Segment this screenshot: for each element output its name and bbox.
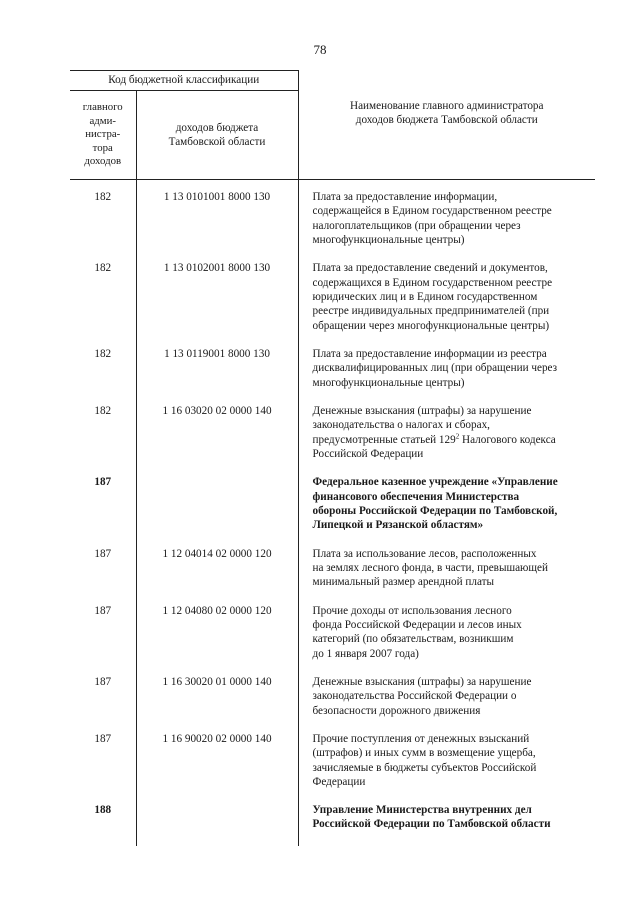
name-line: многофункциональные центры) bbox=[312, 233, 465, 246]
admin-name-cell bbox=[298, 404, 595, 475]
admin-name-cell bbox=[298, 675, 595, 732]
admin-code-cell: 187 bbox=[70, 732, 136, 803]
name-line: Денежные взыскания (штрафы) за нарушение bbox=[312, 675, 532, 688]
name-line: Плата за предоставление информации из реестра bbox=[312, 347, 547, 360]
admin-name-cell bbox=[298, 261, 595, 347]
page-number: 78 bbox=[313, 42, 327, 57]
name-line: минимальный размер арендной платы bbox=[312, 576, 495, 589]
name-line: Управление Министерства внутренних дел bbox=[312, 804, 532, 817]
table-row bbox=[70, 404, 595, 475]
name-line: законодательства о налогах и сборах, bbox=[312, 419, 490, 432]
income-code-cell: 1 16 30020 01 0000 140 bbox=[136, 675, 298, 732]
name-line: Плата за использование лесов, расположенных bbox=[312, 547, 537, 560]
income-code-cell: 1 13 0101001 8000 130 bbox=[136, 180, 298, 262]
table-row bbox=[70, 347, 595, 404]
income-code-cell: 1 16 03020 02 0000 140 bbox=[136, 404, 298, 475]
income-code-cell: 1 13 0102001 8000 130 bbox=[136, 261, 298, 347]
name-line: предусмотренные статьей $129^2$ Налогового кодекса bbox=[312, 431, 556, 446]
name-line: (штрафов) и иных сумм в возмещение ущерба, bbox=[312, 747, 536, 760]
name-line: обороны Российской Федерации по Тамбовской, bbox=[312, 504, 558, 517]
superscript-mark: 2 bbox=[455, 431, 460, 440]
name-line: Плата за предоставление сведений и документов, bbox=[312, 262, 548, 275]
table-row bbox=[70, 475, 595, 546]
admin-code-cell: 187 bbox=[70, 675, 136, 732]
name-line: Липецкой и Рязанской областям» bbox=[312, 519, 484, 532]
name-line: многофункциональные центры) bbox=[312, 376, 465, 389]
admin-name-cell bbox=[298, 347, 595, 404]
name-line: финансового обеспечения Министерства bbox=[312, 490, 520, 503]
admin-name-cell bbox=[298, 180, 595, 262]
table-row bbox=[70, 732, 595, 803]
name-line: Федеральное казенное учреждение «Управление bbox=[312, 476, 558, 489]
name-line: реестре индивидуальных предпринимателей (при bbox=[312, 305, 550, 318]
admin-code-cell: 187 bbox=[70, 547, 136, 604]
admin-code-cell: 182 bbox=[70, 404, 136, 475]
header-admin-code: главного адми- нистра- тора доходов bbox=[70, 91, 136, 180]
header-classification-group: Код бюджетной классификации bbox=[70, 71, 298, 91]
name-line: безопасности дорожного движения bbox=[312, 704, 481, 717]
admin-code-cell: 187 bbox=[70, 475, 136, 546]
admin-code-cell: 182 bbox=[70, 261, 136, 347]
table-row bbox=[70, 604, 595, 675]
table-row bbox=[70, 261, 595, 347]
admin-name-cell bbox=[298, 732, 595, 803]
name-line: обращении через многофункциональные центры) bbox=[312, 319, 550, 332]
table-row bbox=[70, 547, 595, 604]
name-line: дисквалифицированных лиц (при обращении через bbox=[312, 362, 558, 375]
name-line: Федерации bbox=[312, 775, 366, 788]
admin-name-cell bbox=[298, 547, 595, 604]
income-code-cell bbox=[136, 803, 298, 846]
admin-code-cell: 187 bbox=[70, 604, 136, 675]
income-code-cell bbox=[136, 475, 298, 546]
name-line: Прочие доходы от использования лесного bbox=[312, 604, 512, 617]
name-line: Российской Федерации bbox=[312, 447, 424, 460]
name-line: налогоплательщиков (при обращении через bbox=[312, 219, 521, 232]
admin-name-cell bbox=[298, 604, 595, 675]
name-line: юридических лиц и в Едином государственном bbox=[312, 290, 538, 303]
header-spacer bbox=[298, 71, 595, 91]
admin-name-cell bbox=[298, 475, 595, 546]
table-row bbox=[70, 180, 595, 262]
name-line: содержащейся в Едином государственном реестре bbox=[312, 205, 552, 218]
income-code-cell: 1 16 90020 02 0000 140 bbox=[136, 732, 298, 803]
name-line: на землях лесного фонда, в части, превышающей bbox=[312, 561, 548, 574]
name-line: Денежные взыскания (штрафы) за нарушение bbox=[312, 404, 532, 417]
name-line: содержащихся в Едином государственном реестре bbox=[312, 276, 553, 289]
header-admin-name: Наименование главного администратора доходов бюджета Тамбовской области bbox=[298, 91, 595, 180]
admin-code-cell: 182 bbox=[70, 180, 136, 262]
income-code-cell: 1 12 04014 02 0000 120 bbox=[136, 547, 298, 604]
name-line: Плата за предоставление информации, bbox=[312, 191, 498, 203]
name-line: Российской Федерации по Тамбовской области bbox=[312, 818, 551, 831]
name-line: фонда Российской Федерации и лесов иных bbox=[312, 618, 522, 631]
table-row bbox=[70, 803, 595, 846]
table-row bbox=[70, 675, 595, 732]
name-line: до 1 января 2007 года) bbox=[312, 647, 419, 660]
header-income-code: доходов бюджета Тамбовской области bbox=[136, 91, 298, 180]
admin-name-cell bbox=[298, 803, 595, 846]
name-line: категорий (по обязательствам, возникшим bbox=[312, 633, 514, 646]
budget-classification-table bbox=[70, 70, 595, 846]
income-code-cell: 1 13 0119001 8000 130 bbox=[136, 347, 298, 404]
name-line: Прочие поступления от денежных взысканий bbox=[312, 732, 530, 745]
admin-code-cell: 188 bbox=[70, 803, 136, 846]
name-line: законодательства Российской Федерации о bbox=[312, 690, 517, 703]
admin-code-cell: 182 bbox=[70, 347, 136, 404]
name-line: зачисляемые в бюджеты субъектов Российской bbox=[312, 761, 537, 774]
income-code-cell: 1 12 04080 02 0000 120 bbox=[136, 604, 298, 675]
